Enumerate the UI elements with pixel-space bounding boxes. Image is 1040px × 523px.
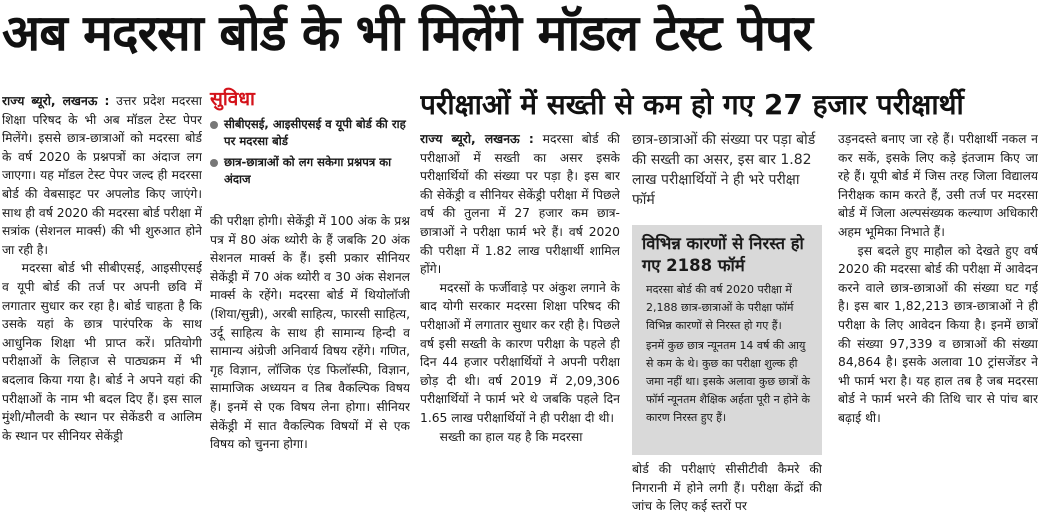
- info-box-title: विभिन्न कारणों से निरस्त हो गए 2188 फॉर्म: [642, 234, 804, 275]
- story2-para-3: सख्ती का हाल यह है कि मदरसा: [439, 429, 583, 444]
- info-box: [632, 225, 822, 455]
- suvidha-box: [210, 86, 410, 212]
- suvidha-item-text: छात्र-छात्राओं को लग सकेगा प्रश्नपत्र का अंदाज: [224, 155, 392, 186]
- story1-para-1-text: उत्तर प्रदेश मदरसा शिक्षा परिषद के भी अब मॉडल टेस्ट पेपर मिलेंगे। इससे छात्र-छात्राओं को मदरसा बोर्ड के वर्ष 2020 के प्रश्नपत्रों का अंदाज लग जाएगा। यह मॉडल टेस्ट पेपर जल्द ही मदरसा बोर्ड की वेबसाइट पर अपलोड किए जाएंगे। साथ ही वर्ष 2020 की मदरसा बोर्ड परीक्षा में सत्रांक (सेशनल मार्क्स) की भी शुरुआत होने जा रही है।: [2, 94, 202, 257]
- story2-byline: राज्य ब्यूरो, लखनऊ :: [420, 132, 534, 146]
- info-box-para-1: मदरसा बोर्ड की वर्ष 2020 परीक्षा में 2,188 छात्र-छात्राओं के परीक्षा फॉर्म विभिन्न कारणों से निरस्त हो गए हैं।: [646, 283, 794, 332]
- story2-para-4: बोर्ड की परीक्षाएं सीसीटीवी कैमरे की निगरानी में होने लगी हैं। परीक्षा केंद्रों की जांच के लिए कई स्तरों पर: [632, 462, 822, 514]
- story1-column-2: [210, 212, 410, 522]
- pull-quote: छात्र-छात्राओं की संख्या पर पड़ा बोर्ड की सख्ती का असर, इस बार 1.82 लाख परीक्षार्थियों ने ही भरे परीक्षा फॉर्म: [632, 132, 816, 208]
- story2-headline: परीक्षाओं में सख्ती से कम हो गए 27 हजार परीक्षार्थी: [420, 88, 964, 121]
- story1-para-1: [2, 92, 202, 259]
- suvidha-item-text: सीबीएसई, आइसीएसई व यूपी बोर्ड की राह पर मदरसा बोर्ड: [224, 117, 406, 148]
- story2-para-1: [420, 130, 620, 279]
- story2-column-3: [838, 130, 1038, 522]
- bullet-icon: [210, 121, 218, 129]
- story1-byline: राज्य ब्यूरो, लखनऊ :: [2, 94, 110, 108]
- story2-column-2: [632, 460, 822, 522]
- suvidha-list: [210, 116, 410, 188]
- bullet-icon: [210, 159, 218, 167]
- story1-column-1: [2, 92, 202, 522]
- info-box-para-2: इनमें कुछ छात्र न्यूनतम 14 वर्ष की आयु से कम के थे। कुछ का परीक्षा शुल्क ही जमा नहीं था। इसके अलावा कुछ छात्रों के फॉर्म न्यूनतम शैक्षिक अर्हता पूरी न होने के कारण निरस्त हुए हैं।: [646, 339, 810, 424]
- main-headline: अब मदरसा बोर्ड के भी मिलेंगे मॉडल टेस्ट पेपर: [2, 4, 812, 62]
- story1-para-3: की परीक्षा होगी। सेकेंड्री में 100 अंक के प्रश्न पत्र में 80 अंक थ्योरी के हैं जबकि 20 अंक सेशनल मार्क्स के हैं। इसी प्रकार सीनियर सेकेंड्री में 70 अंक थ्योरी व 30 अंक सेशनल मार्क्स के रहेंगे। मदरसा बोर्ड में थियोलॉजी (शिया/सुन्नी), अरबी साहित्य, फारसी साहित्य, उर्दू साहित्य के साथ ही सामान्य हिन्दी व सामान्य अंग्रेजी अनिवार्य विषय रहेंगे। गणित, गृह विज्ञान, लॉजिक एंड फिलॉस्फी, विज्ञान, सामाजिक अध्ययन व तिब वैकल्पिक विषय हैं। इनमें से एक विषय लेना होगा। सीनियर सेकेंड्री में सात वैकल्पिक विषयों में से एक विषय को चुनना होगा।: [210, 214, 410, 452]
- story2-para-6: इस बदले हुए माहौल को देखते हुए वर्ष 2020 की मदरसा बोर्ड की परीक्षा में आवेदन करने वाले छात्र-छात्राओं की संख्या घट गई है। इस बार 1,82,213 छात्र-छात्राओं ने ही परीक्षा के लिए आवेदन किया है। इनमें छात्रों की संख्या 97,339 व छात्राओं की संख्या 84,864 है। इसके अलावा 10 ट्रांसजेंडर ने भी फार्म भरा है। यह हाल तब है जब मदरसा बोर्ड ने फार्म भरने की तिथि चार से पांच बार बढ़ाई थी।: [838, 243, 1038, 425]
- story2-para-1-text: मदरसा बोर्ड की परीक्षाओं में सख्ती का असर इसके परीक्षार्थियों की संख्या पर पड़ा है। इस बार की सेकेंड्री व सीनियर सेकेंड्री परीक्षा में पिछले वर्ष की तुलना में 27 हजार कम छात्र-छात्राओं ने परीक्षा फार्म भरे हैं। वर्ष 2020 की परीक्षा में 1.82 लाख परीक्षार्थी शामिल होंगे।: [420, 132, 620, 277]
- story2-column-1: [420, 130, 620, 522]
- suvidha-item: [210, 154, 410, 188]
- suvidha-label: सुविधा: [210, 88, 255, 110]
- story2-para-5: उड़नदस्ते बनाए जा रहे हैं। परीक्षार्थी नकल न कर सकें, इसके लिए कड़े इंतजाम किए जा रहे हैं। यूपी बोर्ड में जिस तरह जिला विद्यालय निरीक्षक काम करते हैं, उसी तर्ज पर मदरसा बोर्ड में जिला अल्पसंख्यक कल्याण अधिकारी अहम भूमिका निभाते हैं।: [838, 132, 1038, 239]
- story1-para-2: मदरसा बोर्ड भी सीबीएसई, आइसीएसई व यूपी बोर्ड की तर्ज पर अपनी छवि में लगातार सुधार कर रहा है। बोर्ड चाहता है कि उसके यहां के छात्र पारंपरिक के साथ आधुनिक शिक्षा भी प्राप्त करें। प्रतियोगी परीक्षाओं के लिहाज से पाठ्यक्रम में भी बदलाव किया गया है। बोर्ड ने अपने यहां की परीक्षाओं के नाम भी बदल दिए हैं। इस साल मुंशी/मौलवी के स्थान पर सेकेंडरी व आलिम के स्थान पर सीनियर सेकेंड्री: [2, 261, 202, 443]
- suvidha-item: [210, 116, 410, 150]
- story2-para-2: मदरसों के फर्जीवाड़े पर अंकुश लगाने के बाद योगी सरकार मदरसा शिक्षा परिषद की परीक्षाओं में लगातार सुधार कर रही है। पिछले वर्ष इसी सख्ती के कारण परीक्षा के पहले ही दिन 44 हजार परीक्षार्थियों ने अपनी परीक्षा छोड़ दी थी। वर्ष 2019 में 2,09,306 परीक्षार्थियों ने फार्म भरे थे जबकि पहले दिन 1.65 लाख परीक्षार्थियों ने ही परीक्षा दी थी।: [420, 280, 620, 425]
